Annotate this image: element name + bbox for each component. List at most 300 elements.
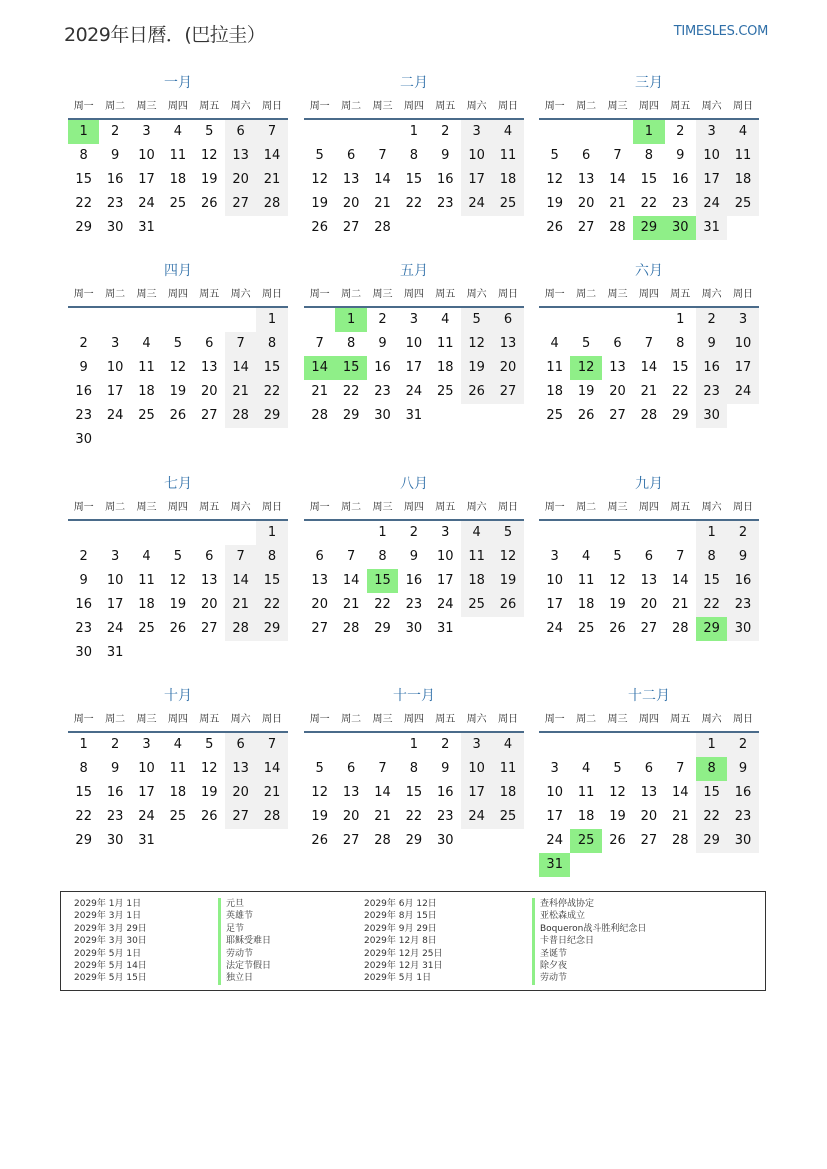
day-cell[interactable]: 25 bbox=[436, 384, 454, 399]
day-cell[interactable]: 13 bbox=[342, 172, 360, 187]
day-cell[interactable]: 4 bbox=[727, 120, 758, 144]
day-cell[interactable]: 6 bbox=[315, 549, 324, 564]
day-cell[interactable]: 30 bbox=[436, 833, 454, 848]
day-cell[interactable]: 3 bbox=[696, 120, 727, 144]
day-cell[interactable]: 21 bbox=[225, 380, 256, 404]
day-cell[interactable]: 20 bbox=[200, 384, 218, 399]
day-cell[interactable]: 3 bbox=[461, 120, 492, 144]
day-cell[interactable]: 6 bbox=[225, 120, 256, 144]
day-cell[interactable]: 24 bbox=[106, 408, 124, 423]
day-cell[interactable]: 20 bbox=[342, 809, 360, 824]
day-cell[interactable]: 9 bbox=[378, 336, 387, 351]
day-cell[interactable]: 31 bbox=[696, 216, 727, 240]
day-cell[interactable]: 16 bbox=[436, 172, 454, 187]
day-cell[interactable]: 5 bbox=[613, 549, 622, 564]
day-cell[interactable]: 10 bbox=[461, 757, 492, 781]
day-cell[interactable]: 29 bbox=[696, 829, 727, 853]
day-cell[interactable]: 24 bbox=[546, 833, 563, 848]
day-cell[interactable]: 10 bbox=[138, 761, 155, 776]
day-cell[interactable]: 19 bbox=[461, 356, 492, 380]
day-cell[interactable]: 21 bbox=[256, 168, 287, 192]
day-cell[interactable]: 18 bbox=[169, 172, 187, 187]
day-cell[interactable]: 28 bbox=[374, 833, 391, 848]
day-cell[interactable]: 2 bbox=[696, 308, 727, 332]
day-cell[interactable]: 5 bbox=[492, 521, 523, 545]
day-cell[interactable]: 15 bbox=[671, 360, 689, 375]
day-cell[interactable]: 6 bbox=[644, 549, 653, 564]
day-cell[interactable]: 1 bbox=[696, 733, 727, 757]
day-cell[interactable]: 28 bbox=[311, 408, 328, 423]
day-cell[interactable]: 9 bbox=[79, 573, 88, 588]
day-cell[interactable]: 22 bbox=[374, 597, 391, 612]
day-cell[interactable]: 27 bbox=[577, 220, 595, 235]
day-cell[interactable]: 26 bbox=[169, 408, 187, 423]
day-cell[interactable]: 3 bbox=[550, 761, 559, 776]
day-cell[interactable]: 24 bbox=[546, 621, 563, 636]
day-cell[interactable]: 24 bbox=[436, 597, 454, 612]
day-cell[interactable]: 13 bbox=[311, 573, 328, 588]
day-cell[interactable]: 30 bbox=[75, 432, 92, 447]
day-cell[interactable]: 23 bbox=[75, 408, 92, 423]
day-cell[interactable]: 28 bbox=[671, 621, 689, 636]
day-cell[interactable]: 22 bbox=[75, 809, 92, 824]
day-cell[interactable]: 27 bbox=[492, 380, 523, 404]
day-cell[interactable]: 7 bbox=[644, 336, 653, 351]
day-cell[interactable]: 24 bbox=[461, 192, 492, 216]
day-cell[interactable]: 18 bbox=[577, 809, 595, 824]
day-cell[interactable]: 31 bbox=[436, 621, 454, 636]
day-cell[interactable]: 22 bbox=[405, 196, 423, 211]
day-cell[interactable]: 2 bbox=[110, 124, 120, 139]
day-cell[interactable]: 21 bbox=[374, 196, 391, 211]
day-cell[interactable]: 16 bbox=[106, 172, 124, 187]
day-cell[interactable]: 25 bbox=[169, 196, 187, 211]
day-cell[interactable]: 8 bbox=[696, 545, 727, 569]
day-cell[interactable]: 17 bbox=[546, 597, 563, 612]
day-cell[interactable]: 25 bbox=[138, 408, 155, 423]
day-cell[interactable]: 15 bbox=[75, 172, 92, 187]
day-cell[interactable]: 7 bbox=[676, 549, 685, 564]
day-cell[interactable]: 26 bbox=[609, 621, 626, 636]
day-cell[interactable]: 2 bbox=[378, 312, 387, 327]
day-cell[interactable]: 30 bbox=[727, 829, 758, 853]
day-cell[interactable]: 17 bbox=[138, 172, 155, 187]
day-cell[interactable]: 15 bbox=[256, 356, 287, 380]
day-cell[interactable]: 21 bbox=[609, 196, 626, 211]
day-cell[interactable]: 3 bbox=[110, 549, 120, 564]
day-cell[interactable]: 11 bbox=[577, 573, 595, 588]
day-cell[interactable]: 22 bbox=[75, 196, 92, 211]
day-cell[interactable]: 24 bbox=[696, 192, 727, 216]
day-cell[interactable]: 27 bbox=[200, 408, 218, 423]
day-cell[interactable]: 22 bbox=[342, 384, 360, 399]
day-cell[interactable]: 4 bbox=[142, 549, 151, 564]
day-cell[interactable]: 23 bbox=[405, 597, 423, 612]
day-cell[interactable]: 13 bbox=[577, 172, 595, 187]
holiday-day-cell[interactable]: 25 bbox=[570, 829, 601, 853]
day-cell[interactable]: 25 bbox=[461, 593, 492, 617]
day-cell[interactable]: 11 bbox=[492, 144, 523, 168]
day-cell[interactable]: 1 bbox=[676, 312, 685, 327]
day-cell[interactable]: 11 bbox=[727, 144, 758, 168]
day-cell[interactable]: 29 bbox=[671, 408, 689, 423]
day-cell[interactable]: 2 bbox=[441, 124, 450, 139]
day-cell[interactable]: 28 bbox=[609, 220, 626, 235]
day-cell[interactable]: 9 bbox=[727, 757, 758, 781]
day-cell[interactable]: 17 bbox=[436, 573, 454, 588]
day-cell[interactable]: 12 bbox=[169, 573, 187, 588]
day-cell[interactable]: 28 bbox=[374, 220, 391, 235]
day-cell[interactable]: 29 bbox=[75, 833, 92, 848]
day-cell[interactable]: 23 bbox=[727, 593, 758, 617]
day-cell[interactable]: 27 bbox=[200, 621, 218, 636]
day-cell[interactable]: 5 bbox=[315, 761, 324, 776]
day-cell[interactable]: 17 bbox=[727, 356, 758, 380]
day-cell[interactable]: 23 bbox=[727, 805, 758, 829]
day-cell[interactable]: 4 bbox=[173, 737, 182, 752]
day-cell[interactable]: 10 bbox=[546, 785, 563, 800]
day-cell[interactable]: 9 bbox=[727, 545, 758, 569]
day-cell[interactable]: 9 bbox=[409, 549, 418, 564]
day-cell[interactable]: 8 bbox=[79, 761, 88, 776]
day-cell[interactable]: 7 bbox=[256, 733, 287, 757]
day-cell[interactable]: 7 bbox=[256, 120, 287, 144]
day-cell[interactable]: 31 bbox=[138, 833, 155, 848]
day-cell[interactable]: 21 bbox=[256, 781, 287, 805]
day-cell[interactable]: 27 bbox=[311, 621, 328, 636]
day-cell[interactable]: 11 bbox=[546, 360, 563, 375]
day-cell[interactable]: 24 bbox=[461, 805, 492, 829]
day-cell[interactable]: 2 bbox=[79, 549, 88, 564]
day-cell[interactable]: 14 bbox=[671, 573, 689, 588]
day-cell[interactable]: 23 bbox=[374, 384, 391, 399]
day-cell[interactable]: 21 bbox=[640, 384, 658, 399]
day-cell[interactable]: 29 bbox=[256, 404, 287, 428]
day-cell[interactable]: 20 bbox=[311, 597, 328, 612]
day-cell[interactable]: 3 bbox=[142, 124, 151, 139]
day-cell[interactable]: 7 bbox=[613, 148, 622, 163]
holiday-day-cell[interactable]: 8 bbox=[696, 757, 727, 781]
day-cell[interactable]: 6 bbox=[346, 148, 356, 163]
holiday-day-cell[interactable]: 12 bbox=[570, 356, 601, 380]
day-cell[interactable]: 28 bbox=[225, 617, 256, 641]
day-cell[interactable]: 12 bbox=[461, 332, 492, 356]
day-cell[interactable]: 10 bbox=[461, 144, 492, 168]
day-cell[interactable]: 26 bbox=[546, 220, 563, 235]
day-cell[interactable]: 4 bbox=[441, 312, 450, 327]
day-cell[interactable]: 2 bbox=[727, 521, 758, 545]
day-cell[interactable]: 20 bbox=[492, 356, 523, 380]
day-cell[interactable]: 21 bbox=[374, 809, 391, 824]
day-cell[interactable]: 30 bbox=[106, 833, 124, 848]
day-cell[interactable]: 27 bbox=[609, 408, 626, 423]
day-cell[interactable]: 20 bbox=[577, 196, 595, 211]
day-cell[interactable]: 16 bbox=[75, 384, 92, 399]
day-cell[interactable]: 3 bbox=[110, 336, 120, 351]
day-cell[interactable]: 17 bbox=[405, 360, 423, 375]
day-cell[interactable]: 19 bbox=[546, 196, 563, 211]
holiday-day-cell[interactable]: 1 bbox=[335, 308, 366, 332]
day-cell[interactable]: 21 bbox=[225, 593, 256, 617]
day-cell[interactable]: 18 bbox=[492, 781, 523, 805]
day-cell[interactable]: 28 bbox=[256, 805, 287, 829]
day-cell[interactable]: 17 bbox=[461, 168, 492, 192]
day-cell[interactable]: 14 bbox=[640, 360, 658, 375]
day-cell[interactable]: 18 bbox=[727, 168, 758, 192]
day-cell[interactable]: 25 bbox=[169, 809, 187, 824]
day-cell[interactable]: 28 bbox=[256, 192, 287, 216]
day-cell[interactable]: 18 bbox=[461, 569, 492, 593]
day-cell[interactable]: 6 bbox=[581, 148, 591, 163]
day-cell[interactable]: 19 bbox=[200, 172, 218, 187]
day-cell[interactable]: 4 bbox=[581, 549, 591, 564]
day-cell[interactable]: 9 bbox=[441, 148, 450, 163]
day-cell[interactable]: 19 bbox=[577, 384, 595, 399]
holiday-day-cell[interactable]: 31 bbox=[539, 853, 570, 877]
holiday-day-cell[interactable]: 29 bbox=[696, 617, 727, 641]
day-cell[interactable]: 18 bbox=[546, 384, 563, 399]
day-cell[interactable]: 7 bbox=[676, 761, 685, 776]
day-cell[interactable]: 27 bbox=[225, 805, 256, 829]
day-cell[interactable]: 13 bbox=[640, 573, 658, 588]
day-cell[interactable]: 9 bbox=[676, 148, 685, 163]
day-cell[interactable]: 7 bbox=[378, 148, 387, 163]
day-cell[interactable]: 9 bbox=[110, 148, 120, 163]
day-cell[interactable]: 7 bbox=[378, 761, 387, 776]
day-cell[interactable]: 23 bbox=[696, 380, 727, 404]
holiday-day-cell[interactable]: 14 bbox=[304, 356, 335, 380]
day-cell[interactable]: 11 bbox=[138, 360, 155, 375]
day-cell[interactable]: 7 bbox=[225, 332, 256, 356]
day-cell[interactable]: 15 bbox=[640, 172, 658, 187]
day-cell[interactable]: 19 bbox=[311, 196, 328, 211]
day-cell[interactable]: 14 bbox=[609, 172, 626, 187]
day-cell[interactable]: 14 bbox=[671, 785, 689, 800]
day-cell[interactable]: 19 bbox=[200, 785, 218, 800]
day-cell[interactable]: 8 bbox=[378, 549, 387, 564]
day-cell[interactable]: 23 bbox=[106, 196, 124, 211]
holiday-day-cell[interactable]: 30 bbox=[665, 216, 696, 240]
day-cell[interactable]: 25 bbox=[577, 621, 595, 636]
day-cell[interactable]: 4 bbox=[492, 120, 523, 144]
day-cell[interactable]: 10 bbox=[546, 573, 563, 588]
day-cell[interactable]: 5 bbox=[315, 148, 324, 163]
day-cell[interactable]: 5 bbox=[173, 336, 182, 351]
day-cell[interactable]: 21 bbox=[671, 597, 689, 612]
day-cell[interactable]: 3 bbox=[727, 308, 758, 332]
day-cell[interactable]: 23 bbox=[75, 621, 92, 636]
day-cell[interactable]: 26 bbox=[577, 408, 595, 423]
day-cell[interactable]: 29 bbox=[75, 220, 92, 235]
day-cell[interactable]: 5 bbox=[550, 148, 559, 163]
day-cell[interactable]: 22 bbox=[696, 805, 727, 829]
day-cell[interactable]: 26 bbox=[461, 380, 492, 404]
day-cell[interactable]: 26 bbox=[311, 220, 328, 235]
day-cell[interactable]: 31 bbox=[106, 645, 124, 660]
day-cell[interactable]: 6 bbox=[492, 308, 523, 332]
day-cell[interactable]: 16 bbox=[671, 172, 689, 187]
day-cell[interactable]: 12 bbox=[311, 172, 328, 187]
day-cell[interactable]: 13 bbox=[492, 332, 523, 356]
site-logo[interactable]: TIMESLES.COM bbox=[673, 24, 768, 39]
day-cell[interactable]: 20 bbox=[225, 168, 256, 192]
day-cell[interactable]: 4 bbox=[581, 761, 591, 776]
day-cell[interactable]: 3 bbox=[550, 549, 559, 564]
day-cell[interactable]: 23 bbox=[106, 809, 124, 824]
day-cell[interactable]: 4 bbox=[173, 124, 182, 139]
day-cell[interactable]: 13 bbox=[225, 144, 256, 168]
day-cell[interactable]: 13 bbox=[225, 757, 256, 781]
day-cell[interactable]: 5 bbox=[205, 124, 214, 139]
day-cell[interactable]: 19 bbox=[609, 809, 626, 824]
day-cell[interactable]: 13 bbox=[342, 785, 360, 800]
day-cell[interactable]: 3 bbox=[142, 737, 151, 752]
day-cell[interactable]: 26 bbox=[311, 833, 328, 848]
day-cell[interactable]: 2 bbox=[110, 737, 120, 752]
day-cell[interactable]: 5 bbox=[205, 737, 214, 752]
day-cell[interactable]: 14 bbox=[374, 785, 391, 800]
day-cell[interactable]: 8 bbox=[676, 336, 685, 351]
day-cell[interactable]: 14 bbox=[225, 569, 256, 593]
day-cell[interactable]: 29 bbox=[342, 408, 360, 423]
day-cell[interactable]: 16 bbox=[696, 356, 727, 380]
day-cell[interactable]: 4 bbox=[142, 336, 151, 351]
day-cell[interactable]: 24 bbox=[405, 384, 423, 399]
day-cell[interactable]: 20 bbox=[609, 384, 626, 399]
day-cell[interactable]: 28 bbox=[225, 404, 256, 428]
day-cell[interactable]: 29 bbox=[405, 833, 423, 848]
day-cell[interactable]: 22 bbox=[696, 593, 727, 617]
day-cell[interactable]: 20 bbox=[640, 809, 658, 824]
day-cell[interactable]: 27 bbox=[342, 220, 360, 235]
day-cell[interactable]: 24 bbox=[138, 809, 155, 824]
day-cell[interactable]: 26 bbox=[492, 593, 523, 617]
day-cell[interactable]: 17 bbox=[106, 384, 124, 399]
day-cell[interactable]: 3 bbox=[441, 525, 450, 540]
day-cell[interactable]: 18 bbox=[492, 168, 523, 192]
day-cell[interactable]: 10 bbox=[138, 148, 155, 163]
day-cell[interactable]: 8 bbox=[256, 332, 287, 356]
day-cell[interactable]: 24 bbox=[727, 380, 758, 404]
day-cell[interactable]: 10 bbox=[727, 332, 758, 356]
day-cell[interactable]: 2 bbox=[441, 737, 450, 752]
day-cell[interactable]: 7 bbox=[346, 549, 356, 564]
day-cell[interactable]: 9 bbox=[79, 360, 88, 375]
day-cell[interactable]: 11 bbox=[138, 573, 155, 588]
day-cell[interactable]: 1 bbox=[256, 308, 287, 332]
day-cell[interactable]: 6 bbox=[205, 336, 214, 351]
day-cell[interactable]: 12 bbox=[609, 573, 626, 588]
day-cell[interactable]: 12 bbox=[200, 148, 218, 163]
day-cell[interactable]: 1 bbox=[79, 737, 88, 752]
day-cell[interactable]: 22 bbox=[405, 809, 423, 824]
day-cell[interactable]: 15 bbox=[256, 569, 287, 593]
day-cell[interactable]: 10 bbox=[106, 360, 124, 375]
day-cell[interactable]: 26 bbox=[169, 621, 187, 636]
day-cell[interactable]: 5 bbox=[173, 549, 182, 564]
day-cell[interactable]: 16 bbox=[75, 597, 92, 612]
day-cell[interactable]: 12 bbox=[200, 761, 218, 776]
day-cell[interactable]: 18 bbox=[169, 785, 187, 800]
day-cell[interactable]: 11 bbox=[169, 761, 187, 776]
day-cell[interactable]: 25 bbox=[492, 805, 523, 829]
day-cell[interactable]: 30 bbox=[75, 645, 92, 660]
day-cell[interactable]: 2 bbox=[409, 525, 418, 540]
day-cell[interactable]: 1 bbox=[409, 737, 418, 752]
day-cell[interactable]: 19 bbox=[311, 809, 328, 824]
day-cell[interactable]: 13 bbox=[200, 573, 218, 588]
day-cell[interactable]: 4 bbox=[550, 336, 559, 351]
day-cell[interactable]: 7 bbox=[225, 545, 256, 569]
day-cell[interactable]: 13 bbox=[640, 785, 658, 800]
day-cell[interactable]: 20 bbox=[640, 597, 658, 612]
day-cell[interactable]: 8 bbox=[346, 336, 356, 351]
day-cell[interactable]: 21 bbox=[671, 809, 689, 824]
day-cell[interactable]: 13 bbox=[609, 360, 626, 375]
day-cell[interactable]: 19 bbox=[609, 597, 626, 612]
day-cell[interactable]: 14 bbox=[342, 573, 360, 588]
day-cell[interactable]: 4 bbox=[492, 733, 523, 757]
day-cell[interactable]: 26 bbox=[200, 809, 218, 824]
day-cell[interactable]: 5 bbox=[581, 336, 591, 351]
day-cell[interactable]: 27 bbox=[640, 621, 658, 636]
day-cell[interactable]: 22 bbox=[256, 380, 287, 404]
day-cell[interactable]: 15 bbox=[696, 569, 727, 593]
day-cell[interactable]: 2 bbox=[79, 336, 88, 351]
day-cell[interactable]: 17 bbox=[138, 785, 155, 800]
day-cell[interactable]: 15 bbox=[696, 781, 727, 805]
day-cell[interactable]: 6 bbox=[205, 549, 214, 564]
day-cell[interactable]: 28 bbox=[671, 833, 689, 848]
day-cell[interactable]: 18 bbox=[436, 360, 454, 375]
day-cell[interactable]: 12 bbox=[609, 785, 626, 800]
day-cell[interactable]: 9 bbox=[110, 761, 120, 776]
day-cell[interactable]: 1 bbox=[256, 521, 287, 545]
day-cell[interactable]: 9 bbox=[441, 761, 450, 776]
day-cell[interactable]: 12 bbox=[169, 360, 187, 375]
day-cell[interactable]: 19 bbox=[169, 384, 187, 399]
day-cell[interactable]: 29 bbox=[374, 621, 391, 636]
day-cell[interactable]: 22 bbox=[640, 196, 658, 211]
holiday-day-cell[interactable]: 15 bbox=[367, 569, 398, 593]
day-cell[interactable]: 10 bbox=[436, 549, 454, 564]
day-cell[interactable]: 19 bbox=[492, 569, 523, 593]
day-cell[interactable]: 21 bbox=[311, 384, 328, 399]
day-cell[interactable]: 3 bbox=[409, 312, 418, 327]
day-cell[interactable]: 5 bbox=[613, 761, 622, 776]
day-cell[interactable]: 7 bbox=[315, 336, 324, 351]
day-cell[interactable]: 14 bbox=[256, 144, 287, 168]
day-cell[interactable]: 31 bbox=[138, 220, 155, 235]
day-cell[interactable]: 18 bbox=[138, 384, 155, 399]
day-cell[interactable]: 11 bbox=[492, 757, 523, 781]
day-cell[interactable]: 27 bbox=[225, 192, 256, 216]
day-cell[interactable]: 16 bbox=[727, 569, 758, 593]
day-cell[interactable]: 14 bbox=[256, 757, 287, 781]
day-cell[interactable]: 23 bbox=[436, 196, 454, 211]
day-cell[interactable]: 16 bbox=[106, 785, 124, 800]
day-cell[interactable]: 23 bbox=[436, 809, 454, 824]
day-cell[interactable]: 14 bbox=[225, 356, 256, 380]
day-cell[interactable]: 23 bbox=[671, 196, 689, 211]
day-cell[interactable]: 2 bbox=[727, 733, 758, 757]
day-cell[interactable]: 6 bbox=[644, 761, 653, 776]
day-cell[interactable]: 6 bbox=[225, 733, 256, 757]
day-cell[interactable]: 10 bbox=[696, 144, 727, 168]
day-cell[interactable]: 15 bbox=[75, 785, 92, 800]
day-cell[interactable]: 3 bbox=[461, 733, 492, 757]
day-cell[interactable]: 26 bbox=[609, 833, 626, 848]
